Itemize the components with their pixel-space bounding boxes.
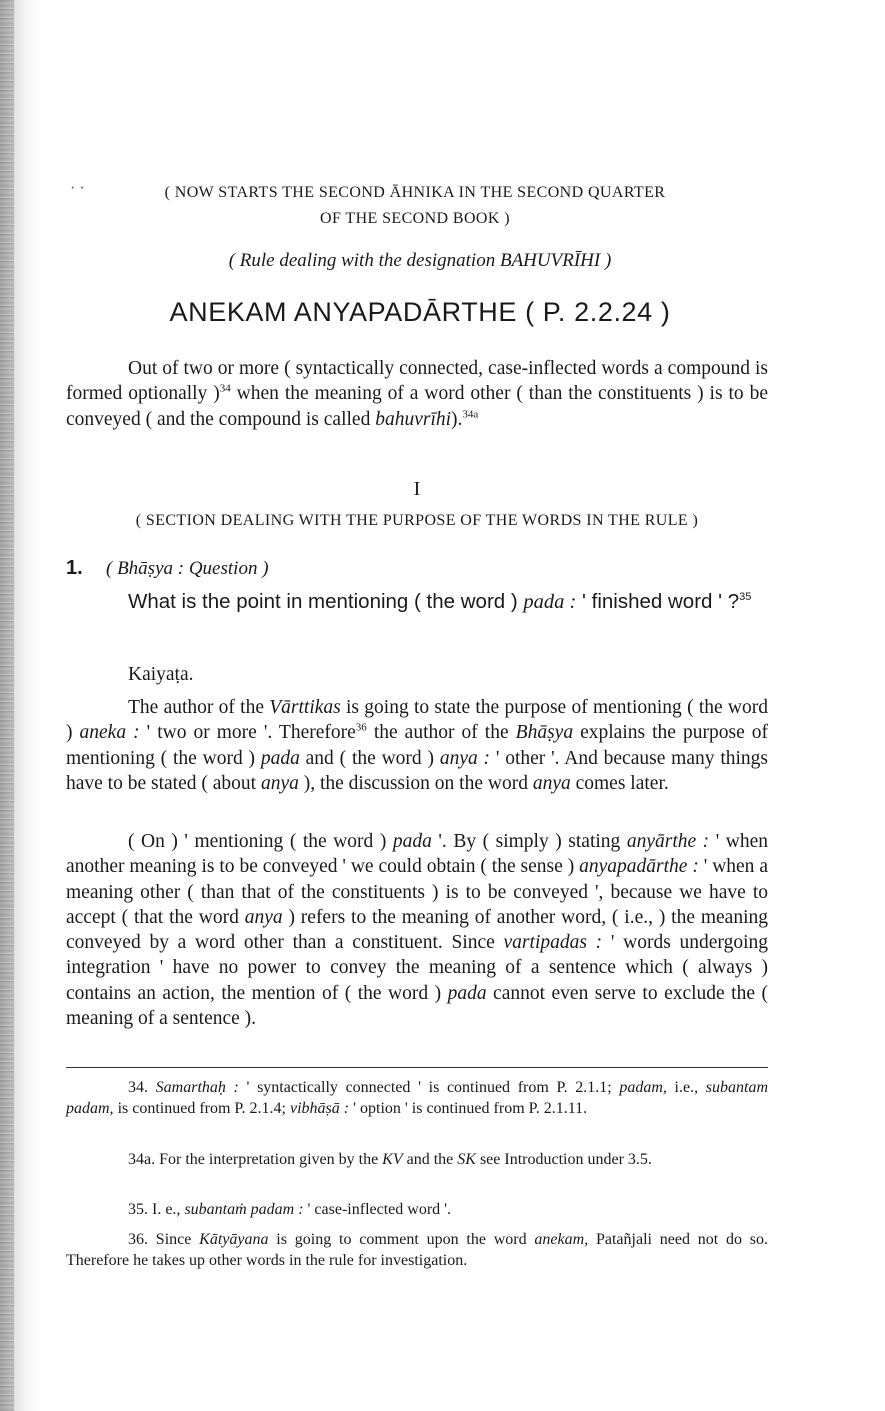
footnote-35: 35. I. e., subantaṁ padam : ' case-inflected word '. xyxy=(128,1201,452,1218)
ahnika-header-line2: OF THE SECOND BOOK ) xyxy=(320,210,510,227)
footnote-divider xyxy=(66,1067,768,1068)
sutra-title: ANEKAM ANYAPADĀRTHE ( P. 2.2.24 ) xyxy=(169,297,671,327)
bhasya-question-text: What is the point in mentioning ( the word ) pada : ' finished word ' ?$^{35}$ xyxy=(128,590,752,613)
footnote-34: 34. Samarthaḥ : ' syntactically connected ' is continued from P. 2.1.1; padam, i.e., subantam padam, is continued from P. 2.1.4; vibhāṣā : ' option ' is continued from P. 2.1.11. xyxy=(66,1079,768,1117)
scanned-binding-edge xyxy=(0,0,14,1411)
section-heading: ( SECTION DEALING WITH THE PURPOSE OF THE WORDS IN THE RULE ) xyxy=(135,512,699,529)
ahnika-header-line1: ( NOW STARTS THE SECOND ĀHNIKA IN THE SECOND QUARTER xyxy=(164,184,666,201)
commentary-paragraph-2: ( On ) ' mentioning ( the word ) pada '. By ( simply ) stating anyārthe : ' when another meaning is to be conveyed ' we could obtain ( the sense ) anyapadārthe : ' when a meaning other ( than that of the constituents ) is to be conveyed ', because we have to accept ( that the word anya ) refers to the meaning of another word, ( i.e., ) the meaning conveyed by a word other than a constituent. Since vartipadas : ' words undergoing integration ' have no power to convey the meaning of a sentence which ( always ) contains an action, the mention of ( the word ) pada cannot even serve to exclude the ( meaning of a sentence ). xyxy=(66,831,769,1030)
item-number: 1. xyxy=(66,557,83,579)
commentary-paragraph-1: The author of the Vārttikas is going to state the purpose of mentioning ( the word ) aneka : ' two or more '. Therefore$^{36}$ the author of the Bhāṣya explains the purpose of mentioning ( the word ) pada and ( the word ) anya : ' other '. And because many things have to be stated ( about anya ), the discussion on the word anya comes later. xyxy=(66,697,768,794)
ahnika-header xyxy=(120,180,710,232)
footnote-34a: 34a. For the interpretation given by the KV and the SK see Introduction under 3.5. xyxy=(128,1151,652,1168)
footnote-36: 36. Since Kātyāyana is going to comment upon the word anekam, Patañjali need not do so. Therefore he takes up other words in the rule for investigation. xyxy=(66,1231,769,1269)
sutra-translation: Out of two or more ( syntactically connected, case-inflected words a compound is formed optionally )$^{34}$ when the meaning of a word other ( than the constituents ) is to be conveyed ( and the compound is called bahuvrīhi).$^{34a}$ xyxy=(66,358,768,430)
kaiyata-label: Kaiyaṭa. xyxy=(128,664,194,685)
stray-marks: · · xyxy=(70,180,85,197)
bhasya-question-label: ( Bhāṣya : Question ) xyxy=(106,558,269,579)
section-roman-numeral: I xyxy=(413,478,421,500)
rule-subtitle: ( Rule dealing with the designation BAHUVRĪHI ) xyxy=(228,250,612,271)
